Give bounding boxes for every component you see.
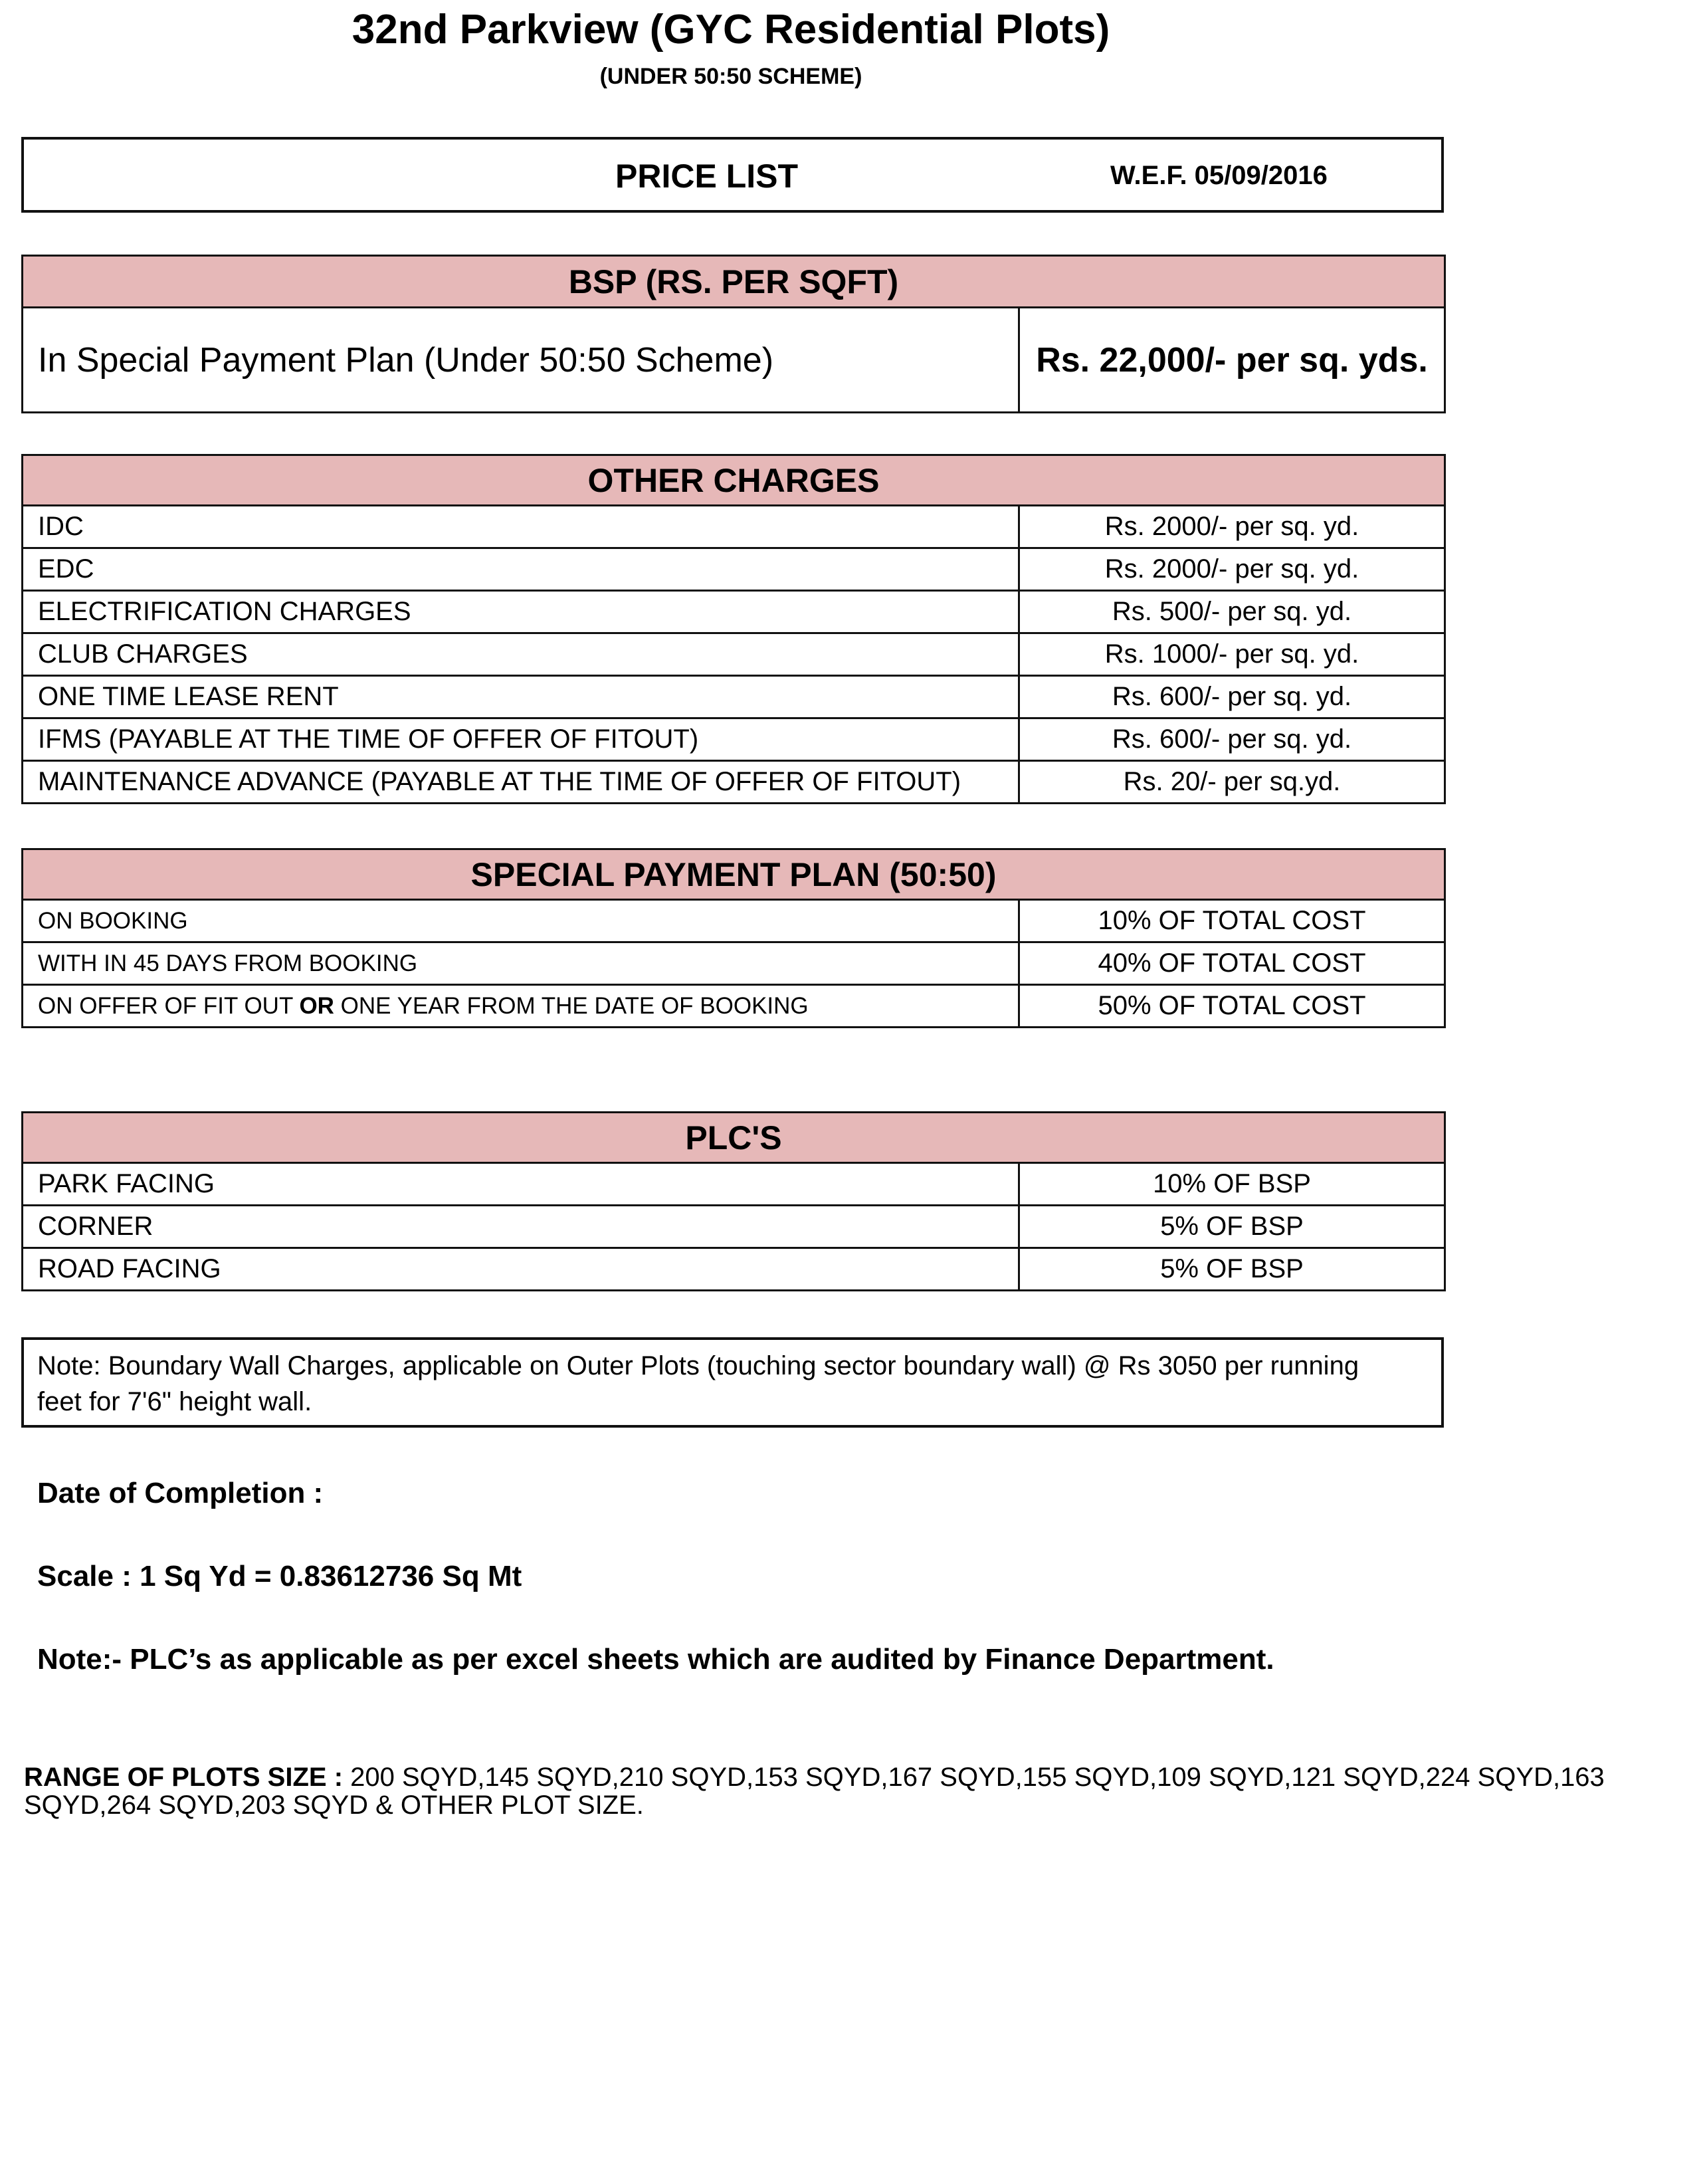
other-charges-heading: OTHER CHARGES xyxy=(23,455,1445,506)
charge-value: Rs. 20/- per sq.yd. xyxy=(1019,761,1445,804)
charge-value: Rs. 600/- per sq. yd. xyxy=(1019,676,1445,718)
plcs-table xyxy=(21,1111,1446,1291)
payment-plan-heading: SPECIAL PAYMENT PLAN (50:50) xyxy=(23,849,1445,900)
plc-label: ROAD FACING xyxy=(23,1248,1019,1291)
charge-label: IDC xyxy=(23,506,1019,548)
table-row xyxy=(23,985,1445,1028)
plan-stage-value: 50% OF TOTAL COST xyxy=(1019,985,1445,1028)
bsp-value: Rs. 22,000/- per sq. yds. xyxy=(1019,308,1445,413)
table-row xyxy=(23,1163,1445,1206)
plan-stage-label xyxy=(23,985,1019,1028)
table-row xyxy=(23,761,1445,804)
plan-stage-label-part: ON OFFER OF FIT OUT xyxy=(38,992,300,1019)
charge-value: Rs. 500/- per sq. yd. xyxy=(1019,591,1445,633)
plc-value: 5% OF BSP xyxy=(1019,1206,1445,1248)
table-row xyxy=(23,676,1445,718)
plc-value: 10% OF BSP xyxy=(1019,1163,1445,1206)
range-line-1 xyxy=(24,1763,1619,1791)
charge-label: ELECTRIFICATION CHARGES xyxy=(23,591,1019,633)
table-row xyxy=(23,548,1445,591)
plan-stage-label-or: OR xyxy=(299,992,334,1019)
charge-label: IFMS (PAYABLE AT THE TIME OF OFFER OF FITOUT) xyxy=(23,718,1019,761)
charge-label: CLUB CHARGES xyxy=(23,633,1019,676)
range-values: 200 SQYD,145 SQYD,210 SQYD,153 SQYD,167 SQYD,155 SQYD,109 SQYD,121 SQYD,224 SQYD,163 xyxy=(343,1763,1605,1792)
plan-stage-label: WITH IN 45 DAYS FROM BOOKING xyxy=(23,942,1019,985)
plan-stage-label: ON BOOKING xyxy=(23,900,1019,942)
plc-label: CORNER xyxy=(23,1206,1019,1248)
charge-value: Rs. 600/- per sq. yd. xyxy=(1019,718,1445,761)
bsp-label: In Special Payment Plan (Under 50:50 Scheme) xyxy=(23,308,1019,413)
range-line-2: SQYD,264 SQYD,203 SQYD & OTHER PLOT SIZE. xyxy=(24,1791,644,1820)
boundary-wall-note xyxy=(21,1337,1444,1428)
plcs-heading: PLC'S xyxy=(23,1113,1445,1163)
table-row xyxy=(23,942,1445,985)
table-row xyxy=(23,1248,1445,1291)
table-row xyxy=(23,633,1445,676)
plan-stage-value: 40% OF TOTAL COST xyxy=(1019,942,1445,985)
completion-date: Date of Completion : xyxy=(37,1477,324,1509)
charge-label: EDC xyxy=(23,548,1019,591)
note-line-1: Note: Boundary Wall Charges, applicable on Outer Plots (touching sector boundary wall) @ Rs 3050 per running xyxy=(37,1351,1359,1380)
charge-label: MAINTENANCE ADVANCE (PAYABLE AT THE TIME OF OFFER OF FITOUT) xyxy=(23,761,1019,804)
scale-note: Scale : 1 Sq Yd = 0.83612736 Sq Mt xyxy=(37,1560,522,1592)
charge-value: Rs. 2000/- per sq. yd. xyxy=(1019,506,1445,548)
charge-label: ONE TIME LEASE RENT xyxy=(23,676,1019,718)
plan-stage-value: 10% OF TOTAL COST xyxy=(1019,900,1445,942)
plc-value: 5% OF BSP xyxy=(1019,1248,1445,1291)
bsp-table xyxy=(21,255,1446,413)
other-charges-table xyxy=(21,454,1446,804)
table-row xyxy=(23,591,1445,633)
bsp-heading: BSP (RS. PER SQFT) xyxy=(23,256,1445,308)
charge-value: Rs. 2000/- per sq. yd. xyxy=(1019,548,1445,591)
page-subtitle: (UNDER 50:50 SCHEME) xyxy=(599,64,862,89)
charge-value: Rs. 1000/- per sq. yd. xyxy=(1019,633,1445,676)
table-row xyxy=(23,1206,1445,1248)
range-label: RANGE OF PLOTS SIZE : xyxy=(24,1763,344,1792)
note-line-2: feet for 7'6" height wall. xyxy=(37,1387,312,1416)
table-row xyxy=(23,900,1445,942)
table-row xyxy=(23,718,1445,761)
price-list-label: PRICE LIST xyxy=(615,158,799,195)
wef-date: W.E.F. 05/09/2016 xyxy=(1110,161,1328,190)
plc-audit-note: Note:- PLC’s as applicable as per excel sheets which are audited by Finance Department. xyxy=(37,1643,1274,1676)
plan-stage-label-part: ONE YEAR FROM THE DATE OF BOOKING xyxy=(334,992,809,1019)
plc-label: PARK FACING xyxy=(23,1163,1019,1206)
payment-plan-table xyxy=(21,848,1446,1028)
price-list-box xyxy=(21,137,1444,213)
plot-size-range xyxy=(24,1763,1619,1819)
table-row xyxy=(23,506,1445,548)
page-title: 32nd Parkview (GYC Residential Plots) xyxy=(351,7,1110,53)
